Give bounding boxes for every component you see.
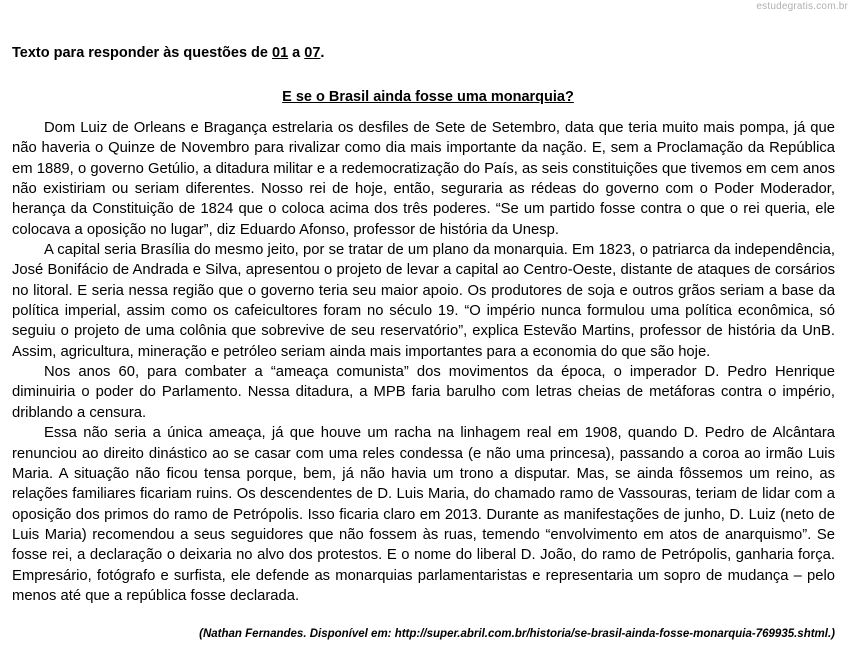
article-body: [12, 118, 835, 606]
heading-suffix: .: [320, 45, 325, 61]
heading-prefix: Texto para responder às questões de: [12, 45, 273, 61]
question-heading: [12, 45, 324, 61]
source-citation: (Nathan Fernandes. Disponível em: http://super.abril.com.br/historia/se-brasil-ainda-fosse-monarquia-769935.shtml.): [199, 628, 835, 640]
article-title-text: E se o Brasil ainda fosse uma monarquia?: [282, 89, 574, 105]
heading-question-to: 07: [304, 45, 321, 61]
paragraph-3: Nos anos 60, para combater a “ameaça comunista” dos movimentos da época, o imperador D. Pedro Henrique diminuiria o poder do Parlamento. Nessa ditadura, a MPB faria barulho com letras cheias de metáforas contra o império, driblando a censura.: [12, 364, 835, 421]
site-watermark: estudegratis.com.br: [756, 1, 848, 12]
article-title: [0, 89, 856, 105]
paragraph-2: A capital seria Brasília do mesmo jeito, por se tratar de um plano da monarquia. Em 1823, o patriarca da independência, José Bonifácio de Andrada e Silva, apresentou o projeto de levar a capital ao Centro-Oeste, distante de ataques de corsários no litoral. E seria nessa região que o governo teria seu maior apoio. Os produtores de soja e outros grãos seriam a base da política imperial, assim como os cafeicultores foram no século 19. “O império nunca formulou uma política econômica, só seguiu o projeto de uma colônia que sobrevive de seu reservatório”, explica Estevão Martins, professor de história da UnB. Assim, agricultura, mineração e petróleo seriam ainda mais importantes para a economia do que são hoje.: [12, 242, 835, 360]
paragraph-1: Dom Luiz de Orleans e Bragança estrelaria os desfiles de Sete de Setembro, data que teria muito mais pompa, já que não haveria o Quinze de Novembro para rivalizar como dia mais importante da nação. E, sem a Proclamação da República em 1889, o governo Getúlio, a ditadura militar e a redemocratização do País, as seis constituições que tivemos em cem anos não existiriam ou seriam diferentes. Nosso rei de hoje, então, seguraria as rédeas do governo com o Poder Moderador, herança da Constituição de 1824 que o coloca acima dos três poderes. “Se um partido fosse contra o que o rei queria, ele colocava a oposição no lugar”, diz Eduardo Afonso, professor de história da Unesp.: [12, 120, 835, 238]
heading-middle: a: [288, 45, 305, 61]
paragraph-4: Essa não seria a única ameaça, já que houve um racha na linhagem real em 1908, quando D. Pedro de Alcântara renunciou ao direito dinástico ao se casar com uma reles condessa (e não uma princesa), passando a coroa ao irmão Luis Maria. A situação não ficou tensa porque, bem, já não havia um trono a disputar. Mas, se ainda fôssemos um reino, as relações familiares ficariam ruins. Os descendentes de D. Luis Maria, do chamado ramo de Vassouras, teriam de lidar com a oposição dos primos do ramo de Petrópolis. Isso ficaria claro em 2013. Durante as manifestações de junho, D. Luiz (neto de Luis Maria) recomendou a seus seguidores que não fossem às ruas, temendo “envolvimento em atos de anarquismo”. Se fosse rei, a declaração o deixaria no alvo dos protestos. E o nome do liberal D. João, do ramo de Petrópolis, ganharia força. Empresário, fotógrafo e surfista, ele defende as monarquias parlamentaristas e representaria um sopro de mudança – pelo menos até que a república fosse declarada.: [12, 425, 835, 604]
heading-question-from: 01: [272, 45, 289, 61]
